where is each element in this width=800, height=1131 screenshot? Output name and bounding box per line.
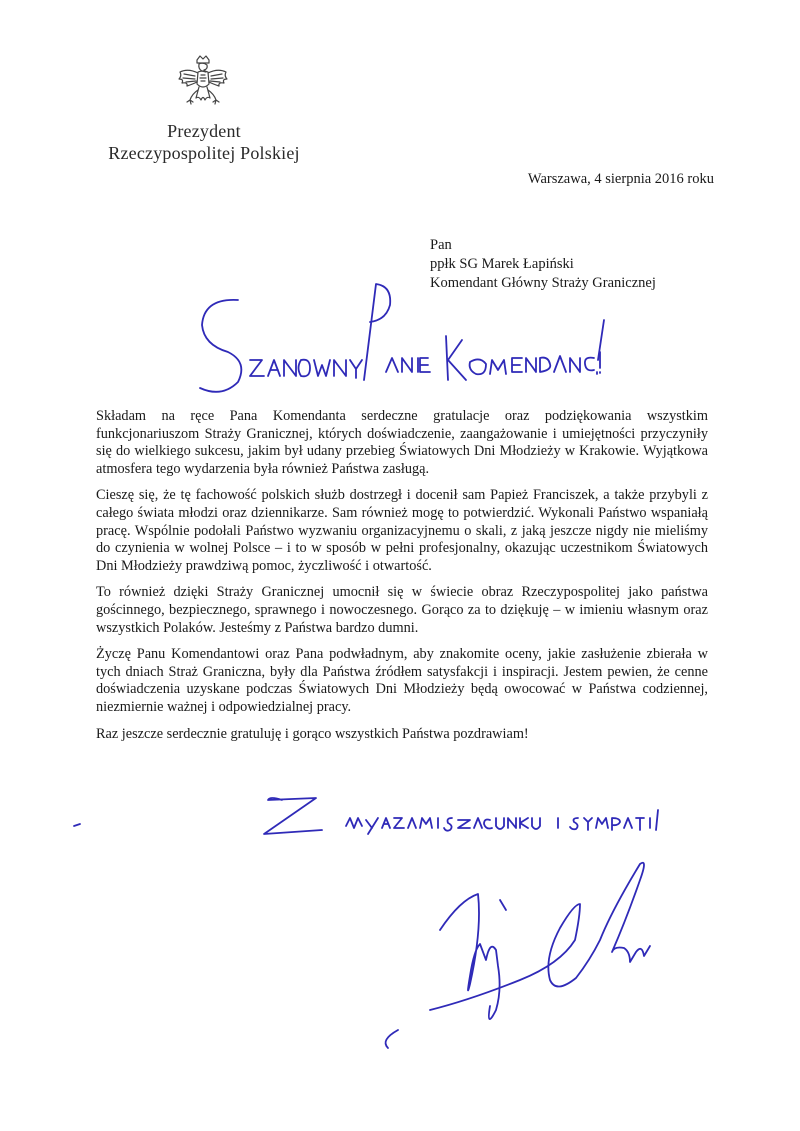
letter-body [96, 408, 708, 752]
recipient-block [430, 236, 656, 293]
body-paragraph-2: Cieszę się, że tę fachowość polskich służb dostrzegł i docenił sam Papież Franciszek, a także przybyli z całego świata młodzi oraz dziennikarze. Sam również mogę to potwierdzić. Wykonali Państwo wspaniałą pracę. Wspólnie podołali Państwo wyzwaniu organizacyjnemu o skali, z jaką jeszcze nigdy nie mieliśmy do czynienia w wolnej Polsce – i to w sposób w pełni profesjonalny, okazując uczestnikom Światowych Dni Młodzieży prawdziwą pomoc, życzliwość i otwartość. [96, 487, 708, 574]
body-paragraph-4: Życzę Panu Komendantowi oraz Pana podwładnym, aby znakomite oceny, jakie zasłużenie zbierała w tych dniach Straż Graniczna, były dla Państwa źródłem satysfakcji i inspiracji. Jestem pewien, że cenne doświadczenia uzyskane podczas Światowych Dni Młodzieży będą owocować w Państwa codziennej, niezmiernie ważnej i odpowiedzialnej pracy. [96, 646, 708, 715]
place-date: Warszawa, 4 sierpnia 2016 roku [527, 171, 714, 187]
office-title-line-2: Rzeczypospolitej Polskiej [108, 143, 300, 163]
office-title [104, 120, 304, 164]
body-paragraph-3: To również dzięki Straży Granicznej umocnił się w świecie obraz Rzeczypospolitej jako państwa gościnnego, bezpiecznego, sprawnego i nowoczesnego. Gorąco za to dziękuję – w imieniu własnym oraz wszystkich Polaków. Jesteśmy z Państwa bardzo dumni. [96, 584, 708, 636]
body-paragraph-1: Składam na ręce Pana Komendanta serdeczne gratulacje oraz podziękowania wszystkim funkcjonariuszom Straży Granicznej, których doświadczenie, zaangażowanie i umiejętności przyczyniły się do wielkiego sukcesu, jakim był udany przebieg Światowych Dni Młodzieży w Krakowie. Wyjątkowa atmosfera tego wydarzenia była również Państwa zasługą. [96, 408, 708, 477]
white-eagle-emblem-icon [176, 54, 230, 114]
signature-strokes [386, 863, 650, 1048]
body-paragraph-5: Raz jeszcze serdecznie gratuluję i gorąco wszystkich Państwa pozdrawiam! [96, 725, 529, 742]
office-title-line-1: Prezydent [167, 121, 241, 141]
handwritten-closing [74, 798, 658, 834]
recipient-name: ppłk SG Marek Łapiński [430, 256, 574, 272]
recipient-salutation: Pan [430, 237, 452, 253]
handwritten-salutation [200, 284, 604, 392]
recipient-position: Komendant Główny Straży Granicznej [430, 275, 656, 291]
